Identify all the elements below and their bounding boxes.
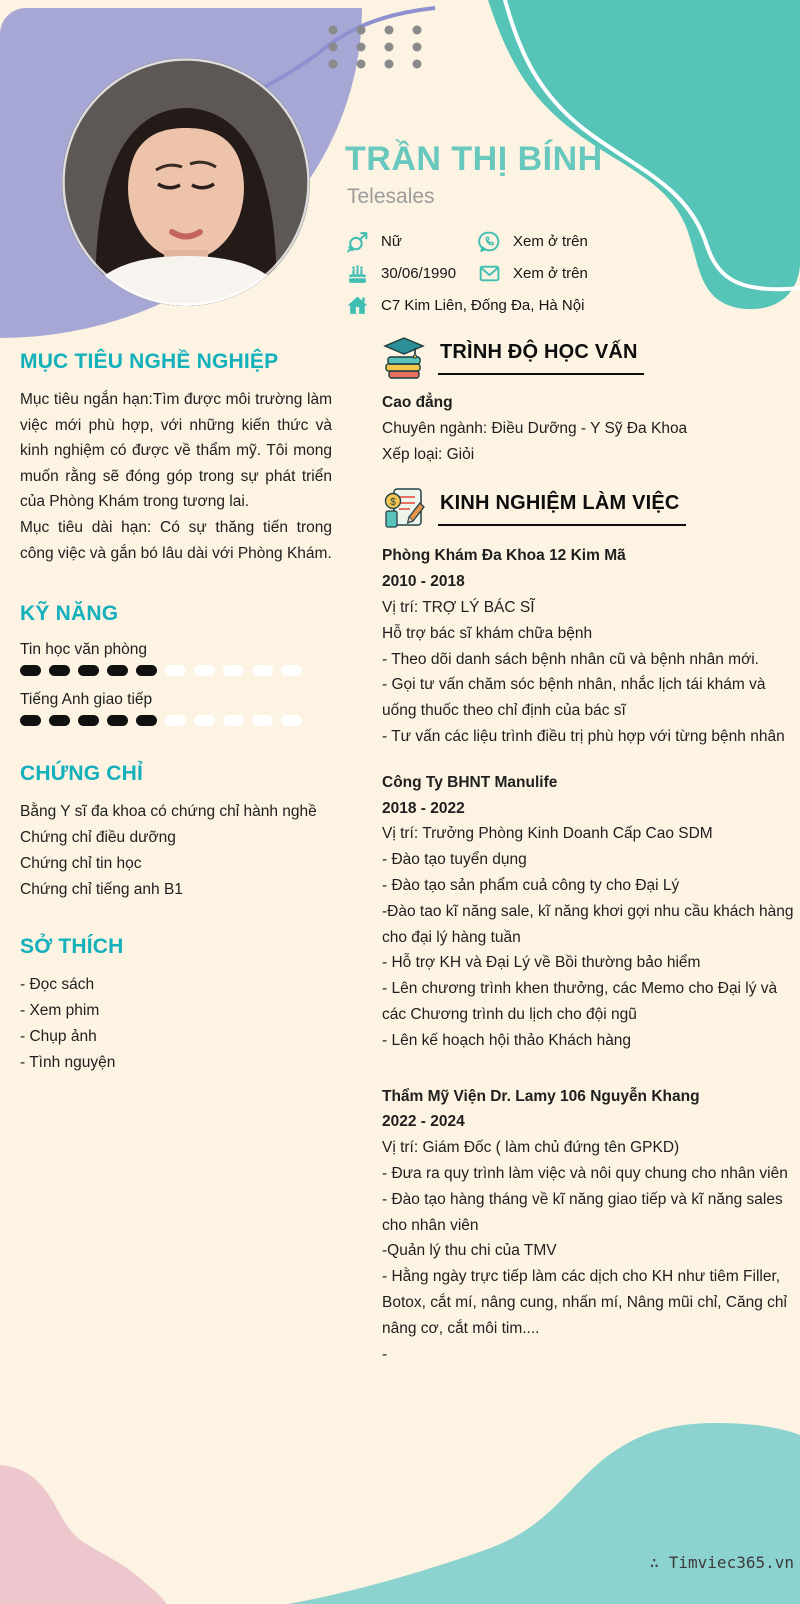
site-watermark: ∴ Timviec365.vn [649,1553,794,1572]
experience-entry [382,770,796,1054]
skill-label: Tin học văn phòng [20,641,147,659]
profile-photo [62,58,310,306]
skill-dot [252,715,273,726]
address-value: C7 Kim Liên, Đống Đa, Hà Nội [381,297,585,314]
skill-dot [107,665,128,676]
job-detail: Vị trí: Trưởng Phòng Kinh Doanh Cấp Cao SDM [382,825,713,843]
skill-dot [136,715,157,726]
skill-dot [223,665,244,676]
contact-address [345,293,584,318]
hobby-item: - Đọc sách [20,976,95,994]
skill-dot [223,715,244,726]
skill-dot [20,715,41,726]
skill-dot [49,665,70,676]
education-major: Chuyên ngành: Điều Dưỡng - Y Sỹ Đa Khoa [382,419,688,437]
job-detail: -Quản lý thu chi của TMV [382,1242,557,1260]
job-title: Telesales [347,185,435,208]
certificates-heading: CHỨNG CHỈ [20,762,144,786]
objective-paragraph: Mục tiêu ngắn hạn:Tìm được môi trường làm việc mới phù hợp, với những kiến thức và kinh nghiệm có được về thẩm mỹ. Tôi mong muốn rằng sẽ đóng góp trong sự phát triển của Phòng Khám trong tương lai. [20,391,332,511]
pink-bottom-blob [0,1440,180,1604]
skill-dot [165,665,186,676]
job-detail: - Đào tạo sản phẩm cuả công ty cho Đại Lý [382,876,680,894]
experience-title: KINH NGHIỆM LÀM VIỆC [438,485,686,526]
job-company: Thẩm Mỹ Viện Dr. Lamy 106 Nguyễn Khang [382,1087,700,1105]
job-detail: - Đào tạo hàng tháng về kĩ năng giao tiếp và kĩ năng sales cho nhân viên [382,1190,783,1234]
skill-label: Tiếng Anh giao tiếp [20,691,153,709]
education-degree: Cao đẳng [382,394,453,411]
skill-dot [165,715,186,726]
job-period: 2018 - 2022 [382,799,465,817]
education-icon [382,334,426,382]
experience-entry [382,543,796,749]
candidate-name: TRẦN THỊ BÍNH [345,140,603,178]
left-column [20,350,332,1076]
job-detail: - Hằng ngày trực tiếp làm các dịch cho KH như tiêm Filler, Botox, cắt mí, nâng cung, nhấn mí, Nâng mũi chỉ, Căng chỉ nâng cơ, cắt môi tim.... [382,1268,787,1337]
job-period: 2022 - 2024 [382,1113,465,1131]
home-icon [345,293,370,318]
job-detail: - Gọi tư vấn chăm sóc bệnh nhân, nhắc lịch tái khám và uống thuốc theo chỉ định của bác sĩ [382,676,766,720]
envelope-icon [477,261,502,286]
job-detail: Vị trí: TRỢ LÝ BÁC SĨ [382,598,535,616]
hobbies-list [20,972,332,1076]
contact-phone [477,229,588,254]
skill-dot [78,715,99,726]
svg-text:$: $ [390,497,396,509]
certificates-list [20,799,332,903]
certificate-item: Chứng chỉ tiếng anh B1 [20,881,183,899]
skills-heading: KỸ NĂNG [20,602,119,626]
experience-section-header [382,485,796,531]
education-section-header [382,334,796,382]
certificate-item: Chứng chỉ tin học [20,855,142,873]
dot-grid [329,26,422,69]
whatsapp-icon [477,229,502,254]
job-detail: - Hỗ trợ KH và Đại Lý về Bồi thường bảo hiểm [382,954,701,972]
skill-dot [107,715,128,726]
job-detail: - Theo dõi danh sách bệnh nhân cũ và bệnh nhân mới. [382,650,759,668]
job-company: Phòng Khám Đa Khoa 12 Kim Mã [382,547,626,565]
gender-icon [345,229,370,254]
education-title: TRÌNH ĐỘ HỌC VẤN [438,334,644,375]
contact-gender [345,229,402,254]
email-value: Xem ở trên [513,265,588,282]
hobbies-heading: SỞ THÍCH [20,935,124,959]
birthday-value: 30/06/1990 [381,265,457,282]
objective-heading: MỤC TIÊU NGHỀ NGHIỆP [20,350,279,373]
contact-email [477,261,588,286]
certificate-item: Chứng chỉ điều dưỡng [20,829,176,847]
experience-icon [382,485,426,531]
teal-bottom-blob [280,1415,800,1604]
certificate-item: Bằng Y sĩ đa khoa có chứng chỉ hành nghề [20,803,317,821]
education-grade: Xếp loại: Giỏi [382,445,475,463]
skill-dot [78,665,99,676]
education-body [382,390,796,467]
hobby-item: - Tình nguyện [20,1054,116,1072]
skill-dot [136,665,157,676]
skill-dot [20,665,41,676]
job-detail: -Đào tao kĩ năng sale, kĩ năng khơi gợi nhu cầu khách hàng cho đại lý hàng tuần [382,902,794,946]
phone-value: Xem ở trên [513,233,588,250]
skill-dot [281,665,302,676]
job-company: Công Ty BHNT Manulife [382,773,558,791]
hobby-item: - Chụp ảnh [20,1028,97,1046]
objective-paragraph: Mục tiêu dài hạn: Có sự thăng tiến trong công việc và gắn bó lâu dài với Phòng Khám. [20,518,332,562]
job-detail: Vị trí: Giám Đốc ( làm chủ đứng tên GPKD) [382,1139,680,1157]
job-detail: - Lên chương trình khen thưởng, các Memo cho Đại lý và các Chương trình du lịch cho đội ngũ [382,980,778,1023]
job-detail: Hỗ trợ bác sĩ khám chữa bệnh [382,624,593,642]
skill-dot [194,665,215,676]
job-period: 2010 - 2018 [382,573,465,591]
job-detail: - Đào tạo tuyển dụng [382,851,527,869]
job-detail: - Lên kế hoạch hội thảo Khách hàng [382,1031,632,1049]
contact-birthday [345,261,456,286]
job-detail: - Đưa ra quy trình làm việc và nôi quy chung cho nhân viên [382,1164,788,1182]
skill-level-bar [20,665,332,676]
birthday-cake-icon [345,261,370,286]
right-column [382,334,796,1367]
skill-level-bar [20,715,332,726]
skill-dot [49,715,70,726]
skill-dot [194,715,215,726]
job-detail: - [382,1345,388,1363]
skill-dot [252,665,273,676]
hobby-item: - Xem phim [20,1002,100,1020]
gender-value: Nữ [381,233,402,250]
experience-entry [382,1084,796,1368]
job-detail: - Tư vấn các liệu trình điều trị phù hợp với từng bệnh nhân [382,727,785,745]
skill-dot [281,715,302,726]
